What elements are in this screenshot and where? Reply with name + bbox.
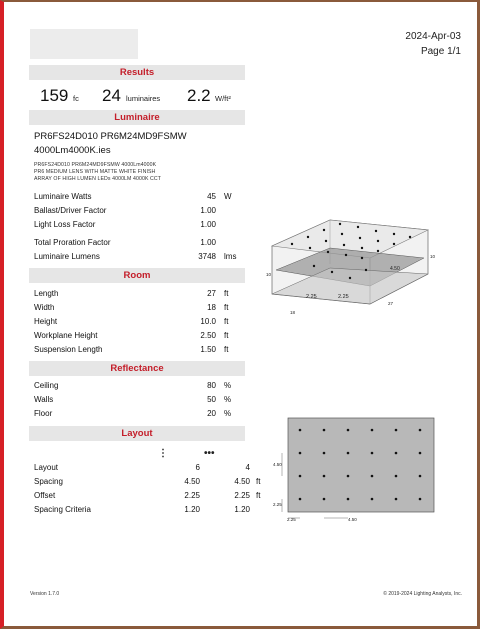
report-date: 2024-Apr-03 xyxy=(405,31,461,42)
value-1: 1.20 xyxy=(184,505,200,514)
luminaire-dot xyxy=(323,498,326,501)
luminaire-dot xyxy=(393,233,395,235)
row-layout-spacing xyxy=(34,477,261,489)
luminaire-dot xyxy=(419,452,422,455)
label: Walls xyxy=(34,395,54,404)
luminaire-dot xyxy=(299,429,302,432)
luminaire-dot xyxy=(345,254,347,256)
row-ballast-factor xyxy=(34,206,244,218)
label: Ceiling xyxy=(34,381,59,390)
luminaire-dot xyxy=(347,475,350,478)
luminaire-dot xyxy=(291,243,293,245)
luminaire-dot xyxy=(299,452,302,455)
column-direction-icon: ⋮ xyxy=(158,448,168,459)
iso-label: 2.25 xyxy=(306,294,317,300)
label: Total Proration Factor xyxy=(34,238,111,247)
results-row xyxy=(40,86,250,108)
luminaire-dot xyxy=(395,475,398,478)
luminaire-dot xyxy=(419,429,422,432)
luminaire-unit: luminaires xyxy=(126,94,161,103)
row-luminaire-watts xyxy=(34,192,244,204)
wpsf-value: 2.2 xyxy=(187,86,211,105)
luminaire-dot xyxy=(323,229,325,231)
wpsf-unit: W/ft² xyxy=(215,94,231,103)
unit: % xyxy=(224,409,232,418)
iso-label: 27 xyxy=(388,301,394,306)
luminaire-dot xyxy=(371,452,374,455)
row-light-loss-factor xyxy=(34,220,244,232)
section-room-header: Room xyxy=(29,268,245,283)
row-layout-offset xyxy=(34,491,261,503)
version-text: Version 1.7.0 xyxy=(30,591,60,597)
plan-label-bottom-offset: 2.25 xyxy=(287,517,296,522)
row-walls-reflectance xyxy=(34,395,244,407)
row-room-length xyxy=(34,289,244,301)
value: 2.50 xyxy=(200,331,216,340)
copyright-text: © 2019-2024 Lighting Analysts, Inc. xyxy=(383,591,462,597)
plan-label-left-spacing: 4.50 xyxy=(273,462,282,467)
fc-unit: fc xyxy=(73,94,79,103)
luminaire-dot xyxy=(419,475,422,478)
luminaire-dot xyxy=(371,475,374,478)
luminaire-dot xyxy=(347,498,350,501)
luminaire-dot xyxy=(377,240,379,242)
luminaire-dot xyxy=(361,257,363,259)
plan-floor-rect xyxy=(288,418,434,512)
row-room-width xyxy=(34,303,244,315)
label: Width xyxy=(34,303,55,312)
value-2: 2.25 xyxy=(234,491,250,500)
luminaire-dot xyxy=(359,237,361,239)
row-luminaire-lumens xyxy=(34,252,244,264)
luminaire-dot xyxy=(361,247,363,249)
description-line-1: PR6FS24D010 PR6M24MD9FSMW 4000Lm4000K xyxy=(34,162,157,168)
section-layout-header: Layout xyxy=(29,426,245,441)
unit: ft xyxy=(256,491,261,500)
plan-label-left-offset: 2.25 xyxy=(273,502,282,507)
value: 18 xyxy=(207,303,216,312)
iso-label: 2.25 xyxy=(338,294,349,300)
luminaire-dot xyxy=(307,236,309,238)
luminaire-dot xyxy=(331,271,333,273)
luminaire-dot xyxy=(409,236,411,238)
label: Spacing xyxy=(34,477,63,486)
catalog-line-2: 4000Lm4000K.ies xyxy=(34,145,111,156)
section-luminaire-header: Luminaire xyxy=(29,110,245,125)
value: 45 xyxy=(207,192,216,201)
row-workplane-height xyxy=(34,331,244,343)
luminaire-dot xyxy=(393,243,395,245)
value-1: 4.50 xyxy=(184,477,200,486)
luminaire-dot xyxy=(395,452,398,455)
row-floor-reflectance xyxy=(34,409,244,421)
label: Height xyxy=(34,317,58,326)
iso-label: 10 xyxy=(430,254,436,259)
value-1: 6 xyxy=(195,463,200,472)
luminaire-dot xyxy=(323,475,326,478)
luminaire-dot xyxy=(365,269,367,271)
value: 80 xyxy=(207,381,216,390)
label: Offset xyxy=(34,491,56,500)
row-ceiling-reflectance xyxy=(34,381,244,393)
luminaire-catalog xyxy=(34,130,187,158)
row-layout-count xyxy=(34,463,250,475)
value-1: 2.25 xyxy=(184,491,200,500)
value: 1.00 xyxy=(200,206,216,215)
unit: ft xyxy=(256,477,261,486)
luminaire-dot xyxy=(323,452,326,455)
unit: % xyxy=(224,381,232,390)
value: 1.00 xyxy=(200,220,216,229)
label: Length xyxy=(34,289,59,298)
value: 10.0 xyxy=(200,317,216,326)
label: Spacing Criteria xyxy=(34,505,91,514)
luminaire-dot xyxy=(313,265,315,267)
iso-label: 4.50 xyxy=(390,266,400,272)
label: Workplane Height xyxy=(34,331,98,340)
row-room-height xyxy=(34,317,244,329)
luminaire-dot xyxy=(371,429,374,432)
luminaire-dot xyxy=(299,475,302,478)
label: Ballast/Driver Factor xyxy=(34,206,107,215)
section-results-header: Results xyxy=(29,65,245,80)
value: 50 xyxy=(207,395,216,404)
unit: % xyxy=(224,395,232,404)
description-line-3: ARRAY OF HIGH LUMEN LEDs 4000LM 4000K CCT xyxy=(34,176,162,182)
luminaire-dot xyxy=(309,247,311,249)
label: Light Loss Factor xyxy=(34,220,96,229)
plan-label-bottom-spacing: 4.50 xyxy=(348,517,357,522)
room-plan-view xyxy=(270,414,440,524)
value: 1.50 xyxy=(200,345,216,354)
row-direction-icon: ••• xyxy=(204,448,215,459)
luminaire-dot xyxy=(419,498,422,501)
unit: ft xyxy=(224,331,229,340)
unit: ft xyxy=(224,303,229,312)
luminaire-dot xyxy=(339,223,341,225)
luminaire-dot xyxy=(395,429,398,432)
luminaire-dot xyxy=(299,498,302,501)
iso-label: 18 xyxy=(290,310,296,315)
unit: lms xyxy=(224,252,237,261)
unit: ft xyxy=(224,345,229,354)
luminaire-dot xyxy=(375,230,377,232)
luminaire-dot xyxy=(343,244,345,246)
luminaire-dot xyxy=(341,233,343,235)
luminaire-dot xyxy=(395,498,398,501)
logo-placeholder xyxy=(30,29,138,59)
row-total-proration-factor xyxy=(34,238,244,250)
label: Suspension Length xyxy=(34,345,103,354)
luminaire-dot xyxy=(347,429,350,432)
luminaire-dot xyxy=(371,498,374,501)
luminaire-dot xyxy=(349,277,351,279)
value: 1.00 xyxy=(200,238,216,247)
value: 3748 xyxy=(198,252,216,261)
label: Layout xyxy=(34,463,59,472)
value-2: 4.50 xyxy=(234,477,250,486)
unit: ft xyxy=(224,289,229,298)
luminaire-count: 24 xyxy=(102,86,121,105)
luminaire-dot xyxy=(357,226,359,228)
label: Luminaire Watts xyxy=(34,192,92,201)
label: Luminaire Lumens xyxy=(34,252,100,261)
description-line-2: PR6 MEDIUM LENS WITH MATTE WHITE FINISH xyxy=(34,169,156,175)
unit: W xyxy=(224,192,232,201)
luminaire-dot xyxy=(323,429,326,432)
luminaire-dot xyxy=(325,240,327,242)
iso-label: 10 xyxy=(266,272,272,277)
unit: ft xyxy=(224,317,229,326)
catalog-line-1: PR6FS24D010 PR6M24MD9FSMW xyxy=(34,131,187,142)
luminaire-dot xyxy=(347,452,350,455)
value: 20 xyxy=(207,409,216,418)
luminaire-dot xyxy=(377,250,379,252)
value-2: 1.20 xyxy=(234,505,250,514)
page-number: Page 1/1 xyxy=(420,46,461,57)
label: Floor xyxy=(34,409,53,418)
value: 27 xyxy=(207,289,216,298)
row-spacing-criteria xyxy=(34,505,250,517)
room-isometric-view xyxy=(262,208,440,328)
row-suspension-length xyxy=(34,345,244,357)
luminaire-dot xyxy=(327,251,329,253)
luminaire-description xyxy=(34,162,161,183)
section-reflectance-header: Reflectance xyxy=(29,361,245,376)
fc-value: 159 xyxy=(40,86,69,105)
value-2: 4 xyxy=(245,463,250,472)
